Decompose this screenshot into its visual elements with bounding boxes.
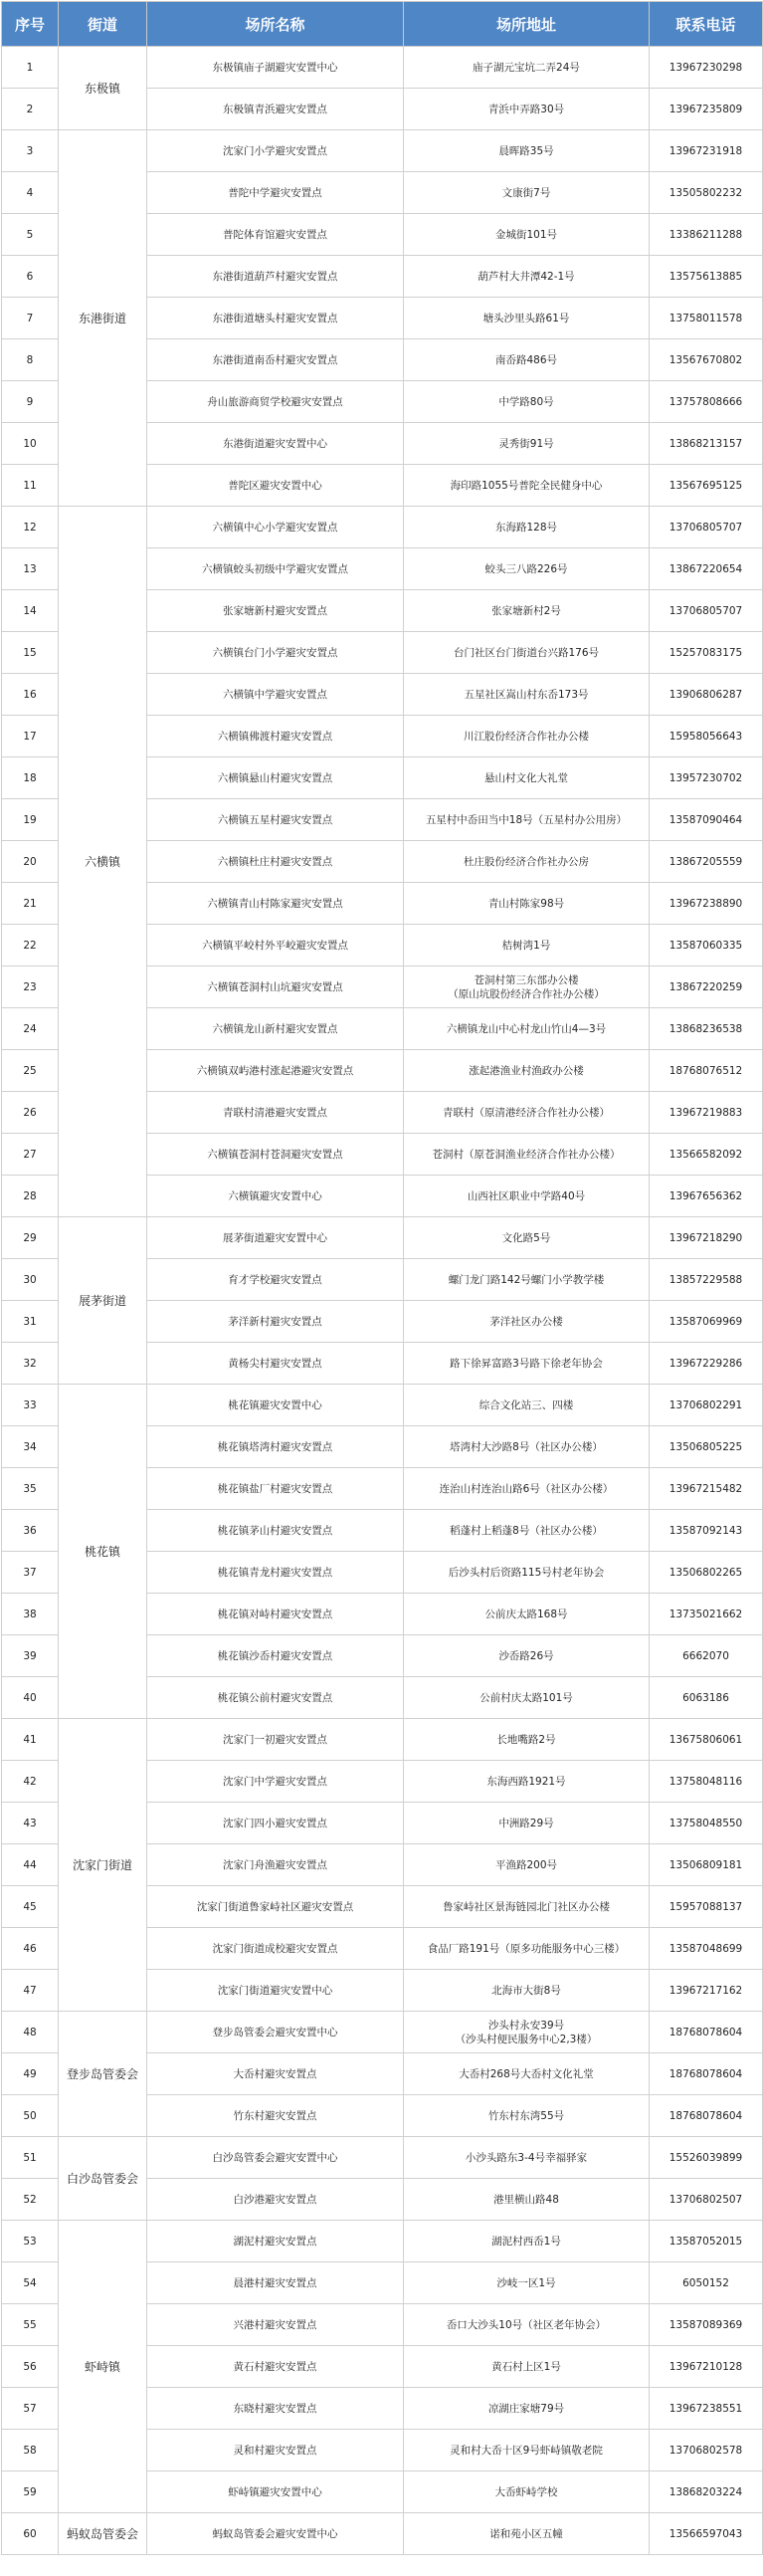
cell-phone: 15958056643: [650, 716, 763, 757]
shelter-table: [1, 1, 763, 2555]
street-cell: 登步岛管委会: [59, 2012, 147, 2137]
cell-seq: 27: [2, 1134, 59, 1176]
street-cell: 虾峙镇: [59, 2221, 147, 2513]
cell-phone: 13957230702: [650, 757, 763, 799]
cell-phone: 13967235809: [650, 89, 763, 130]
cell-seq: 42: [2, 1761, 59, 1803]
cell-phone: 13675806061: [650, 1719, 763, 1761]
cell-seq: 1: [2, 47, 59, 89]
cell-phone: 13735021662: [650, 1594, 763, 1635]
table-row: [2, 2513, 763, 2555]
cell-address: 文康街7号: [404, 172, 650, 214]
cell-address: 五星村中岙田当中18号（五星村办公用房）: [404, 799, 650, 841]
cell-seq: 28: [2, 1176, 59, 1217]
cell-name: 桃花镇盐厂村避灾安置点: [147, 1468, 404, 1510]
cell-name: 育才学校避灾安置点: [147, 1259, 404, 1301]
cell-seq: 25: [2, 1050, 59, 1092]
cell-phone: 13967230298: [650, 47, 763, 89]
cell-phone: 13506802265: [650, 1552, 763, 1594]
cell-name: 湖泥村避灾安置点: [147, 2221, 404, 2262]
cell-seq: 37: [2, 1552, 59, 1594]
cell-seq: 18: [2, 757, 59, 799]
cell-address: 海印路1055号普陀全民健身中心: [404, 465, 650, 507]
cell-name: 桃花镇避灾安置中心: [147, 1385, 404, 1426]
cell-address: 塔湾村大沙路8号（社区办公楼）: [404, 1426, 650, 1468]
cell-name: 黄杨尖村避灾安置点: [147, 1343, 404, 1385]
cell-name: 六横镇蛟头初级中学避灾安置点: [147, 548, 404, 590]
cell-name: 桃花镇塔湾村避灾安置点: [147, 1426, 404, 1468]
cell-phone: 6063186: [650, 1677, 763, 1719]
cell-seq: 30: [2, 1259, 59, 1301]
cell-seq: 54: [2, 2262, 59, 2304]
cell-phone: 6050152: [650, 2262, 763, 2304]
cell-seq: 59: [2, 2471, 59, 2513]
header-name: 场所名称: [147, 2, 404, 47]
cell-address: 张家塘新村2号: [404, 590, 650, 632]
cell-name: 东港街道葫芦村避灾安置点: [147, 256, 404, 298]
cell-phone: 13967656362: [650, 1176, 763, 1217]
cell-name: 晨港村避灾安置点: [147, 2262, 404, 2304]
cell-name: 六横镇避灾安置中心: [147, 1176, 404, 1217]
cell-seq: 50: [2, 2095, 59, 2137]
cell-seq: 32: [2, 1343, 59, 1385]
cell-name: 兴港村避灾安置点: [147, 2304, 404, 2346]
cell-phone: 13587090464: [650, 799, 763, 841]
cell-address: 庙子湖元宝坑二弄24号: [404, 47, 650, 89]
cell-name: 东港街道塘头村避灾安置点: [147, 298, 404, 339]
street-cell: 沈家门街道: [59, 1719, 147, 2012]
cell-phone: 13567695125: [650, 465, 763, 507]
table-row: [2, 47, 763, 89]
cell-address: 岙口大沙头10号（社区老年协会）: [404, 2304, 650, 2346]
cell-address: 螺门龙门路142号螺门小学教学楼: [404, 1259, 650, 1301]
cell-phone: 18768078604: [650, 2012, 763, 2053]
table-row: [2, 1217, 763, 1259]
cell-name: 东极镇庙子湖避灾安置中心: [147, 47, 404, 89]
cell-phone: 13967210128: [650, 2346, 763, 2388]
cell-phone: 13706802291: [650, 1385, 763, 1426]
cell-address: 中学路80号: [404, 381, 650, 423]
header-row: [2, 2, 763, 47]
cell-address: 沙岐一区1号: [404, 2262, 650, 2304]
cell-name: 六横镇苍洞村苍洞避灾安置点: [147, 1134, 404, 1176]
cell-name: 东晓村避灾安置点: [147, 2388, 404, 2430]
cell-phone: 13967231918: [650, 130, 763, 172]
cell-address: 大岙虾峙学校: [404, 2471, 650, 2513]
cell-name: 沈家门四小避灾安置点: [147, 1803, 404, 1844]
cell-phone: 13575613885: [650, 256, 763, 298]
cell-name: 桃花镇沙岙村避灾安置点: [147, 1635, 404, 1677]
cell-seq: 38: [2, 1594, 59, 1635]
cell-phone: 13867220654: [650, 548, 763, 590]
cell-name: 黄石村避灾安置点: [147, 2346, 404, 2388]
cell-name: 虾峙镇避灾安置中心: [147, 2471, 404, 2513]
cell-name: 六横镇台门小学避灾安置点: [147, 632, 404, 674]
cell-address: 杜庄股份经济合作社办公房: [404, 841, 650, 883]
cell-seq: 51: [2, 2137, 59, 2179]
cell-seq: 9: [2, 381, 59, 423]
header-address: 场所地址: [404, 2, 650, 47]
cell-phone: 15526039899: [650, 2137, 763, 2179]
cell-name: 东极镇青浜避灾安置点: [147, 89, 404, 130]
cell-address: 鲁家峙社区景海链园北门社区办公楼: [404, 1886, 650, 1928]
cell-address: 北海市大街8号: [404, 1970, 650, 2012]
table-row: [2, 507, 763, 548]
cell-name: 六横镇中学避灾安置点: [147, 674, 404, 716]
cell-seq: 48: [2, 2012, 59, 2053]
cell-seq: 43: [2, 1803, 59, 1844]
cell-name: 白沙港避灾安置点: [147, 2179, 404, 2221]
cell-address: 塘头沙里头路61号: [404, 298, 650, 339]
cell-seq: 56: [2, 2346, 59, 2388]
cell-address: 金城街101号: [404, 214, 650, 256]
header-seq: 序号: [2, 2, 59, 47]
cell-seq: 49: [2, 2053, 59, 2095]
cell-phone: 13867205559: [650, 841, 763, 883]
cell-address: 晨晖路35号: [404, 130, 650, 172]
cell-seq: 35: [2, 1468, 59, 1510]
cell-address: 蛟头三八路226号: [404, 548, 650, 590]
cell-address: 六横镇龙山中心村龙山竹山4—3号: [404, 1008, 650, 1050]
cell-name: 张家塘新村避灾安置点: [147, 590, 404, 632]
cell-phone: 13587048699: [650, 1928, 763, 1970]
cell-phone: 13706802578: [650, 2430, 763, 2471]
cell-phone: 13967218290: [650, 1217, 763, 1259]
cell-seq: 36: [2, 1510, 59, 1552]
cell-phone: 18768078604: [650, 2095, 763, 2137]
cell-name: 六横镇五星村避灾安置点: [147, 799, 404, 841]
cell-name: 登步岛管委会避灾安置中心: [147, 2012, 404, 2053]
cell-seq: 20: [2, 841, 59, 883]
cell-phone: 13566597043: [650, 2513, 763, 2555]
street-cell: 东港街道: [59, 130, 147, 507]
cell-name: 六横镇苍洞村山坑避灾安置点: [147, 966, 404, 1008]
street-cell: 桃花镇: [59, 1385, 147, 1719]
cell-seq: 19: [2, 799, 59, 841]
cell-address: 小沙头路东3-4号幸福驿家: [404, 2137, 650, 2179]
cell-address: 苍洞村第三东部办公楼 （原山坑股份经济合作社办公楼）: [404, 966, 650, 1008]
cell-name: 青联村清港避灾安置点: [147, 1092, 404, 1134]
cell-address: 青联村（原清港经济合作社办公楼）: [404, 1092, 650, 1134]
cell-seq: 47: [2, 1970, 59, 2012]
cell-seq: 2: [2, 89, 59, 130]
cell-seq: 11: [2, 465, 59, 507]
cell-seq: 33: [2, 1385, 59, 1426]
cell-phone: 13706805707: [650, 590, 763, 632]
cell-name: 沈家门中学避灾安置点: [147, 1761, 404, 1803]
cell-name: 六横镇青山村陈家避灾安置点: [147, 883, 404, 925]
cell-address: 综合文化站三、四楼: [404, 1385, 650, 1426]
cell-seq: 29: [2, 1217, 59, 1259]
cell-phone: 18768076512: [650, 1050, 763, 1092]
cell-address: 黄石村上区1号: [404, 2346, 650, 2388]
cell-phone: 13758048550: [650, 1803, 763, 1844]
cell-seq: 60: [2, 2513, 59, 2555]
cell-seq: 16: [2, 674, 59, 716]
cell-seq: 14: [2, 590, 59, 632]
cell-phone: 13868213157: [650, 423, 763, 465]
cell-name: 桃花镇公前村避灾安置点: [147, 1677, 404, 1719]
cell-phone: 13706802507: [650, 2179, 763, 2221]
cell-address: 茅洋社区办公楼: [404, 1301, 650, 1343]
cell-phone: 13587052015: [650, 2221, 763, 2262]
cell-seq: 52: [2, 2179, 59, 2221]
table-row: [2, 130, 763, 172]
cell-phone: 13587089369: [650, 2304, 763, 2346]
cell-name: 竹东村避灾安置点: [147, 2095, 404, 2137]
cell-name: 六横镇悬山村避灾安置点: [147, 757, 404, 799]
cell-name: 普陀区避灾安置中心: [147, 465, 404, 507]
street-cell: 展茅街道: [59, 1217, 147, 1385]
cell-name: 舟山旅游商贸学校避灾安置点: [147, 381, 404, 423]
cell-phone: 13868236538: [650, 1008, 763, 1050]
cell-seq: 24: [2, 1008, 59, 1050]
cell-phone: 13967238890: [650, 883, 763, 925]
cell-seq: 10: [2, 423, 59, 465]
cell-phone: 6662070: [650, 1635, 763, 1677]
cell-name: 六横镇平峧村外平峧避灾安置点: [147, 925, 404, 966]
cell-address: 公前村庆太路101号: [404, 1677, 650, 1719]
cell-address: 公前庆太路168号: [404, 1594, 650, 1635]
cell-seq: 22: [2, 925, 59, 966]
cell-phone: 13757808666: [650, 381, 763, 423]
street-cell: 六横镇: [59, 507, 147, 1217]
cell-address: 南岙路486号: [404, 339, 650, 381]
cell-phone: 13967217162: [650, 1970, 763, 2012]
cell-phone: 13857229588: [650, 1259, 763, 1301]
cell-address: 悬山村文化大礼堂: [404, 757, 650, 799]
cell-phone: 15257083175: [650, 632, 763, 674]
cell-seq: 31: [2, 1301, 59, 1343]
cell-name: 桃花镇茅山村避灾安置点: [147, 1510, 404, 1552]
cell-address: 苍洞村（原苍洞渔业经济合作社办公楼）: [404, 1134, 650, 1176]
cell-seq: 17: [2, 716, 59, 757]
cell-name: 东港街道南岙村避灾安置点: [147, 339, 404, 381]
cell-address: 青山村陈家98号: [404, 883, 650, 925]
cell-seq: 53: [2, 2221, 59, 2262]
cell-name: 东港街道避灾安置中心: [147, 423, 404, 465]
cell-phone: 13868203224: [650, 2471, 763, 2513]
cell-phone: 13758011578: [650, 298, 763, 339]
cell-address: 沙头村永安39号 （沙头村便民服务中心2,3楼）: [404, 2012, 650, 2053]
cell-name: 普陀体育馆避灾安置点: [147, 214, 404, 256]
cell-address: 平渔路200号: [404, 1844, 650, 1886]
cell-seq: 46: [2, 1928, 59, 1970]
table-row: [2, 1385, 763, 1426]
cell-address: 涨起港渔业村渔政办公楼: [404, 1050, 650, 1092]
cell-phone: 13567670802: [650, 339, 763, 381]
cell-address: 后沙头村后资路115号村老年协会: [404, 1552, 650, 1594]
cell-seq: 34: [2, 1426, 59, 1468]
cell-name: 普陀中学避灾安置点: [147, 172, 404, 214]
cell-name: 六横镇双屿港村涨起港避灾安置点: [147, 1050, 404, 1092]
cell-phone: 13906806287: [650, 674, 763, 716]
cell-address: 凉湖庄家塘79号: [404, 2388, 650, 2430]
cell-address: 连治山村连治山路6号（社区办公楼）: [404, 1468, 650, 1510]
cell-seq: 21: [2, 883, 59, 925]
cell-name: 六横镇龙山新村避灾安置点: [147, 1008, 404, 1050]
cell-name: 茅洋新村避灾安置点: [147, 1301, 404, 1343]
table-row: [2, 2012, 763, 2053]
cell-name: 沈家门小学避灾安置点: [147, 130, 404, 172]
cell-seq: 40: [2, 1677, 59, 1719]
cell-name: 灵和村避灾安置点: [147, 2430, 404, 2471]
street-cell: 蚂蚁岛管委会: [59, 2513, 147, 2555]
cell-seq: 7: [2, 298, 59, 339]
cell-name: 大岙村避灾安置点: [147, 2053, 404, 2095]
cell-address: 稻蓬村上稻蓬8号（社区办公楼）: [404, 1510, 650, 1552]
table-row: [2, 1719, 763, 1761]
cell-seq: 3: [2, 130, 59, 172]
cell-seq: 58: [2, 2430, 59, 2471]
cell-seq: 8: [2, 339, 59, 381]
cell-address: 长地嘴路2号: [404, 1719, 650, 1761]
cell-phone: 13587069969: [650, 1301, 763, 1343]
cell-seq: 5: [2, 214, 59, 256]
cell-phone: 13505802232: [650, 172, 763, 214]
cell-seq: 6: [2, 256, 59, 298]
cell-seq: 23: [2, 966, 59, 1008]
cell-name: 桃花镇对峙村避灾安置点: [147, 1594, 404, 1635]
street-cell: 东极镇: [59, 47, 147, 130]
cell-seq: 26: [2, 1092, 59, 1134]
cell-name: 沈家门街道鲁家峙社区避灾安置点: [147, 1886, 404, 1928]
cell-address: 路下徐昇富路3号路下徐老年协会: [404, 1343, 650, 1385]
cell-phone: 18768078604: [650, 2053, 763, 2095]
cell-phone: 13506809181: [650, 1844, 763, 1886]
header-street: 街道: [59, 2, 147, 47]
cell-phone: 13758048116: [650, 1761, 763, 1803]
cell-seq: 4: [2, 172, 59, 214]
street-cell: 白沙岛管委会: [59, 2137, 147, 2221]
cell-phone: 13587092143: [650, 1510, 763, 1552]
cell-address: 台门社区台门街道台兴路176号: [404, 632, 650, 674]
cell-seq: 15: [2, 632, 59, 674]
cell-address: 东海路128号: [404, 507, 650, 548]
cell-address: 灵秀街91号: [404, 423, 650, 465]
cell-address: 中洲路29号: [404, 1803, 650, 1844]
cell-phone: 13386211288: [650, 214, 763, 256]
cell-address: 沙岙路26号: [404, 1635, 650, 1677]
cell-address: 竹东村东湾55号: [404, 2095, 650, 2137]
cell-name: 沈家门街道避灾安置中心: [147, 1970, 404, 2012]
cell-address: 文化路5号: [404, 1217, 650, 1259]
cell-seq: 13: [2, 548, 59, 590]
cell-address: 桔树湾1号: [404, 925, 650, 966]
cell-name: 六横镇佛渡村避灾安置点: [147, 716, 404, 757]
cell-address: 五星社区嵩山村东岙173号: [404, 674, 650, 716]
cell-address: 灵和村大岙十区9号虾峙镇敬老院: [404, 2430, 650, 2471]
cell-name: 蚂蚁岛管委会避灾安置中心: [147, 2513, 404, 2555]
cell-seq: 45: [2, 1886, 59, 1928]
cell-address: 川江股份经济合作社办公楼: [404, 716, 650, 757]
cell-phone: 13967238551: [650, 2388, 763, 2430]
cell-seq: 39: [2, 1635, 59, 1677]
cell-phone: 13706805707: [650, 507, 763, 548]
cell-address: 湖泥村西岙1号: [404, 2221, 650, 2262]
cell-address: 山西社区职业中学路40号: [404, 1176, 650, 1217]
cell-address: 食品厂路191号（原多功能服务中心三楼）: [404, 1928, 650, 1970]
table-row: [2, 2137, 763, 2179]
cell-seq: 12: [2, 507, 59, 548]
cell-seq: 57: [2, 2388, 59, 2430]
cell-name: 六横镇杜庄村避灾安置点: [147, 841, 404, 883]
cell-name: 展茅街道避灾安置中心: [147, 1217, 404, 1259]
cell-name: 沈家门舟渔避灾安置点: [147, 1844, 404, 1886]
cell-seq: 44: [2, 1844, 59, 1886]
cell-phone: 13967229286: [650, 1343, 763, 1385]
cell-phone: 13967219883: [650, 1092, 763, 1134]
cell-name: 桃花镇青龙村避灾安置点: [147, 1552, 404, 1594]
table-row: [2, 2221, 763, 2262]
cell-address: 大岙村268号大岙村文化礼堂: [404, 2053, 650, 2095]
cell-address: 诺和苑小区五幢: [404, 2513, 650, 2555]
cell-name: 六横镇中心小学避灾安置点: [147, 507, 404, 548]
cell-phone: 15957088137: [650, 1886, 763, 1928]
cell-seq: 55: [2, 2304, 59, 2346]
header-phone: 联系电话: [650, 2, 763, 47]
cell-address: 青浜中弄路30号: [404, 89, 650, 130]
cell-phone: 13506805225: [650, 1426, 763, 1468]
cell-phone: 13867220259: [650, 966, 763, 1008]
cell-phone: 13566582092: [650, 1134, 763, 1176]
cell-phone: 13967215482: [650, 1468, 763, 1510]
cell-address: 港里横山路48: [404, 2179, 650, 2221]
cell-name: 沈家门一初避灾安置点: [147, 1719, 404, 1761]
cell-name: 白沙岛管委会避灾安置中心: [147, 2137, 404, 2179]
cell-address: 葫芦村大井潭42-1号: [404, 256, 650, 298]
cell-address: 东海西路1921号: [404, 1761, 650, 1803]
cell-phone: 13587060335: [650, 925, 763, 966]
cell-seq: 41: [2, 1719, 59, 1761]
cell-name: 沈家门街道成校避灾安置点: [147, 1928, 404, 1970]
